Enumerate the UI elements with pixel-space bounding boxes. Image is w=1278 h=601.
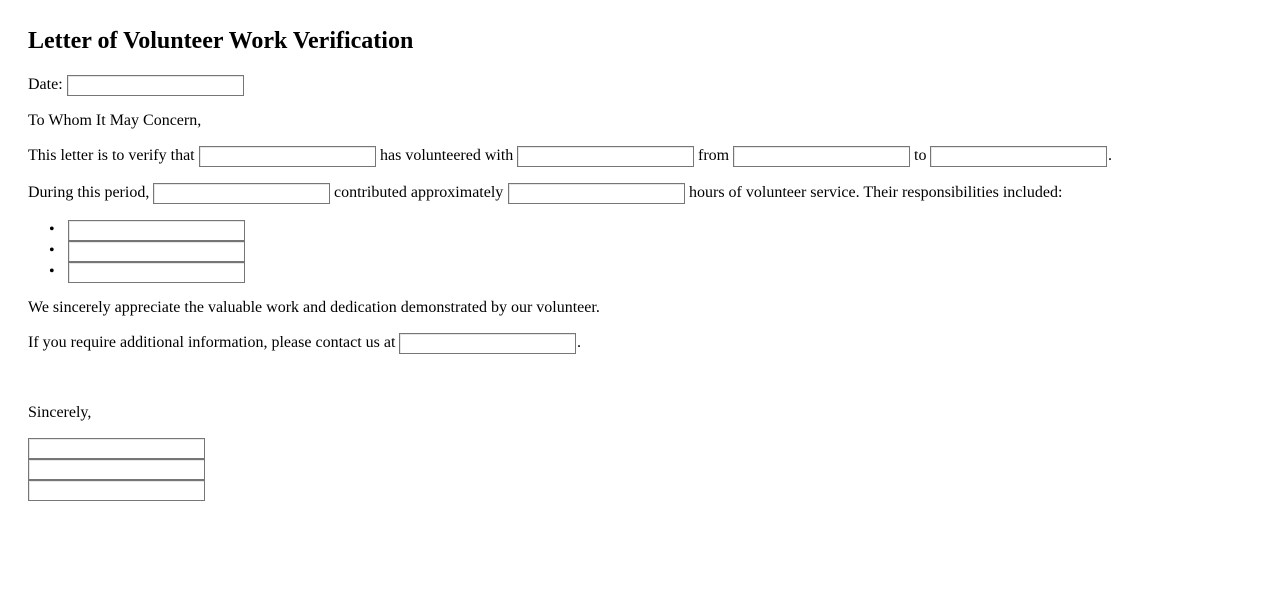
volunteer-name-input[interactable] bbox=[199, 146, 376, 167]
responsibility-input-1[interactable] bbox=[68, 220, 245, 241]
list-bullet: • bbox=[49, 221, 55, 238]
hours-input[interactable] bbox=[508, 183, 685, 204]
period-volunteer-name-input[interactable] bbox=[153, 183, 330, 204]
signature-input-3[interactable] bbox=[28, 480, 205, 501]
signature-input-2[interactable] bbox=[28, 459, 205, 480]
responsibility-input-3[interactable] bbox=[68, 262, 245, 283]
period-prefix-text: During this period, bbox=[28, 184, 150, 201]
verify-prefix-text: This letter is to verify that bbox=[28, 147, 195, 164]
period-suffix-text: hours of volunteer service. Their responsibilities included: bbox=[689, 184, 1063, 201]
date-input[interactable] bbox=[67, 75, 244, 96]
contributed-text: contributed approximately bbox=[334, 184, 504, 201]
contact-prefix-text: If you require additional information, please contact us at bbox=[28, 334, 396, 351]
page-title: Letter of Volunteer Work Verification bbox=[28, 28, 414, 54]
list-bullet: • bbox=[49, 263, 55, 280]
list-bullet: • bbox=[49, 242, 55, 259]
signature-input-1[interactable] bbox=[28, 438, 205, 459]
has-volunteered-text: has volunteered with bbox=[380, 147, 514, 164]
verify-end-period: . bbox=[1108, 147, 1112, 164]
greeting-text: To Whom It May Concern, bbox=[28, 112, 202, 129]
contact-end-period: . bbox=[577, 334, 581, 351]
to-date-input[interactable] bbox=[930, 146, 1107, 167]
organization-input[interactable] bbox=[517, 146, 694, 167]
date-label: Date: bbox=[28, 76, 63, 93]
closing-text: Sincerely, bbox=[28, 404, 92, 421]
responsibility-input-2[interactable] bbox=[68, 241, 245, 262]
to-text: to bbox=[914, 147, 927, 164]
appreciation-text: We sincerely appreciate the valuable work and dedication demonstrated by our volunteer. bbox=[28, 299, 600, 316]
from-date-input[interactable] bbox=[733, 146, 910, 167]
from-text: from bbox=[698, 147, 730, 164]
contact-input[interactable] bbox=[399, 333, 576, 354]
